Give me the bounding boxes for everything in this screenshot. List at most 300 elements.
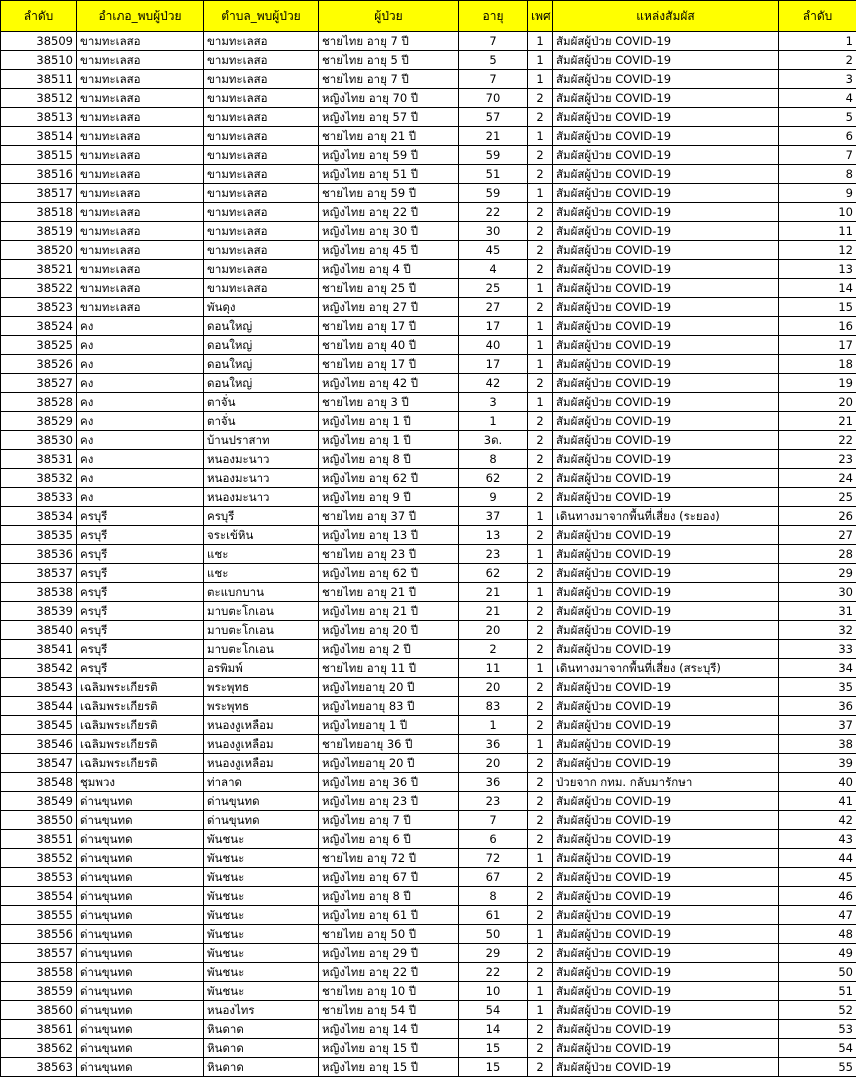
cell-source: สัมผัสผู้ป่วย COVID-19: [553, 982, 779, 1001]
header-seq: ลำดับ: [779, 1, 856, 32]
cell-subdistrict: พันชนะ: [204, 906, 319, 925]
table-row: [1, 317, 856, 336]
cell-patient: หญิงไทย อายุ 8 ปี: [319, 450, 459, 469]
cell-age: 15: [459, 1039, 528, 1058]
cell-seq: 29: [779, 564, 856, 583]
cell-patient: หญิงไทย อายุ 30 ปี: [319, 222, 459, 241]
cell-district: คง: [77, 374, 204, 393]
cell-age: 29: [459, 944, 528, 963]
cell-source: สัมผัสผู้ป่วย COVID-19: [553, 127, 779, 146]
table-row: [1, 1039, 856, 1058]
cell-age: 5: [459, 51, 528, 70]
cell-seq: 55: [779, 1058, 856, 1077]
cell-age: 7: [459, 811, 528, 830]
cell-sex: 2: [528, 89, 553, 108]
cell-sex: 2: [528, 754, 553, 773]
cell-source: สัมผัสผู้ป่วย COVID-19: [553, 583, 779, 602]
table-row: [1, 583, 856, 602]
header-row: [1, 1, 856, 32]
table-row: [1, 89, 856, 108]
cell-source: สัมผัสผู้ป่วย COVID-19: [553, 336, 779, 355]
cell-patient: หญิงไทย อายุ 14 ปี: [319, 1020, 459, 1039]
cell-district: ด่านขุนทด: [77, 1001, 204, 1020]
cell-sex: 2: [528, 222, 553, 241]
cell-patient: ชายไทย อายุ 5 ปี: [319, 51, 459, 70]
cell-district: เฉลิมพระเกียรติ: [77, 716, 204, 735]
cell-district: คง: [77, 393, 204, 412]
table-row: [1, 184, 856, 203]
header-age: อายุ: [459, 1, 528, 32]
cell-district: คง: [77, 488, 204, 507]
cell-district: เฉลิมพระเกียรติ: [77, 678, 204, 697]
table-row: [1, 963, 856, 982]
cell-district: ขามทะเลสอ: [77, 184, 204, 203]
cell-age: 57: [459, 108, 528, 127]
cell-source: สัมผัสผู้ป่วย COVID-19: [553, 621, 779, 640]
table-body: [1, 32, 856, 1077]
cell-seq: 4: [779, 89, 856, 108]
cell-sex: 1: [528, 317, 553, 336]
cell-district: ชุมพวง: [77, 773, 204, 792]
header-sex: เพศ: [528, 1, 553, 32]
cell-sex: 2: [528, 298, 553, 317]
cell-patient: หญิงไทย อายุ 22 ปี: [319, 963, 459, 982]
table-row: [1, 1058, 856, 1077]
cell-source: สัมผัสผู้ป่วย COVID-19: [553, 1001, 779, 1020]
cell-source: สัมผัสผู้ป่วย COVID-19: [553, 260, 779, 279]
header-patient: ผู้ป่วย: [319, 1, 459, 32]
cell-patient: หญิงไทย อายุ 1 ปี: [319, 412, 459, 431]
table-row: [1, 336, 856, 355]
cell-subdistrict: ขามทะเลสอ: [204, 146, 319, 165]
cell-district: ขามทะเลสอ: [77, 89, 204, 108]
table-row: [1, 222, 856, 241]
cell-subdistrict: หนองงูเหลือม: [204, 716, 319, 735]
table-row: [1, 431, 856, 450]
cell-subdistrict: ตะแบกบาน: [204, 583, 319, 602]
cell-district: ขามทะเลสอ: [77, 32, 204, 51]
cell-patient: หญิงไทย อายุ 61 ปี: [319, 906, 459, 925]
cell-source: สัมผัสผู้ป่วย COVID-19: [553, 165, 779, 184]
cell-district: ด่านขุนทด: [77, 830, 204, 849]
cell-sex: 1: [528, 127, 553, 146]
table-row: [1, 830, 856, 849]
cell-subdistrict: พันชนะ: [204, 925, 319, 944]
cell-source: เดินทางมาจากพื้นที่เสี่ยง (ระยอง): [553, 507, 779, 526]
cell-district: ด่านขุนทด: [77, 1039, 204, 1058]
cell-patient: ชายไทย อายุ 21 ปี: [319, 583, 459, 602]
table-row: [1, 545, 856, 564]
cell-id: 38518: [1, 203, 77, 222]
cell-seq: 43: [779, 830, 856, 849]
cell-id: 38553: [1, 868, 77, 887]
cell-subdistrict: พันชนะ: [204, 887, 319, 906]
cell-subdistrict: พันชนะ: [204, 849, 319, 868]
cell-sex: 1: [528, 393, 553, 412]
table-row: [1, 374, 856, 393]
cell-subdistrict: ครบุรี: [204, 507, 319, 526]
table-row: [1, 773, 856, 792]
cell-age: 45: [459, 241, 528, 260]
cell-sex: 2: [528, 773, 553, 792]
cell-subdistrict: มาบตะโกเอน: [204, 621, 319, 640]
cell-age: 23: [459, 792, 528, 811]
cell-age: 2: [459, 640, 528, 659]
cell-seq: 51: [779, 982, 856, 1001]
cell-age: 23: [459, 545, 528, 564]
cell-id: 38561: [1, 1020, 77, 1039]
cell-subdistrict: พันดุง: [204, 298, 319, 317]
cell-source: สัมผัสผู้ป่วย COVID-19: [553, 317, 779, 336]
cell-district: ด่านขุนทด: [77, 1020, 204, 1039]
cell-source: สัมผัสผู้ป่วย COVID-19: [553, 412, 779, 431]
cell-seq: 48: [779, 925, 856, 944]
cell-patient: หญิงไทยอายุ 1 ปี: [319, 716, 459, 735]
cell-id: 38548: [1, 773, 77, 792]
cell-age: 13: [459, 526, 528, 545]
cell-sex: 2: [528, 887, 553, 906]
cell-patient: หญิงไทย อายุ 51 ปี: [319, 165, 459, 184]
cell-id: 38529: [1, 412, 77, 431]
table-row: [1, 1020, 856, 1039]
table-row: [1, 716, 856, 735]
cell-source: สัมผัสผู้ป่วย COVID-19: [553, 298, 779, 317]
cell-source: สัมผัสผู้ป่วย COVID-19: [553, 678, 779, 697]
cell-source: สัมผัสผู้ป่วย COVID-19: [553, 241, 779, 260]
cell-district: ด่านขุนทด: [77, 887, 204, 906]
cell-district: ครบุรี: [77, 526, 204, 545]
cell-patient: ชายไทยอายุ 36 ปี: [319, 735, 459, 754]
cell-age: 20: [459, 754, 528, 773]
cell-patient: หญิงไทย อายุ 1 ปี: [319, 431, 459, 450]
cell-patient: หญิงไทย อายุ 59 ปี: [319, 146, 459, 165]
cell-id: 38520: [1, 241, 77, 260]
cell-seq: 45: [779, 868, 856, 887]
cell-source: สัมผัสผู้ป่วย COVID-19: [553, 70, 779, 89]
cell-subdistrict: แชะ: [204, 545, 319, 564]
cell-district: ขามทะเลสอ: [77, 279, 204, 298]
cell-district: คง: [77, 431, 204, 450]
cell-id: 38557: [1, 944, 77, 963]
cell-sex: 2: [528, 678, 553, 697]
cell-source: สัมผัสผู้ป่วย COVID-19: [553, 925, 779, 944]
cell-patient: หญิงไทย อายุ 7 ปี: [319, 811, 459, 830]
cell-subdistrict: ขามทะเลสอ: [204, 89, 319, 108]
table-row: [1, 906, 856, 925]
cell-subdistrict: ขามทะเลสอ: [204, 260, 319, 279]
cell-id: 38554: [1, 887, 77, 906]
cell-subdistrict: ด่านขุนทด: [204, 792, 319, 811]
cell-sex: 2: [528, 811, 553, 830]
table-row: [1, 488, 856, 507]
cell-seq: 2: [779, 51, 856, 70]
cell-sex: 2: [528, 602, 553, 621]
cell-seq: 39: [779, 754, 856, 773]
cell-source: สัมผัสผู้ป่วย COVID-19: [553, 51, 779, 70]
cell-id: 38521: [1, 260, 77, 279]
cell-patient: หญิงไทย อายุ 8 ปี: [319, 887, 459, 906]
cell-patient: ชายไทย อายุ 17 ปี: [319, 355, 459, 374]
cell-subdistrict: ด่านขุนทด: [204, 811, 319, 830]
cell-district: ด่านขุนทด: [77, 868, 204, 887]
cell-subdistrict: พันชนะ: [204, 982, 319, 1001]
cell-age: 37: [459, 507, 528, 526]
cell-sex: 1: [528, 925, 553, 944]
cell-seq: 13: [779, 260, 856, 279]
table-row: [1, 735, 856, 754]
cell-seq: 27: [779, 526, 856, 545]
cell-source: สัมผัสผู้ป่วย COVID-19: [553, 222, 779, 241]
cell-age: 42: [459, 374, 528, 393]
cell-seq: 9: [779, 184, 856, 203]
cell-source: สัมผัสผู้ป่วย COVID-19: [553, 868, 779, 887]
cell-source: สัมผัสผู้ป่วย COVID-19: [553, 89, 779, 108]
cell-age: 3ด.: [459, 431, 528, 450]
cell-subdistrict: ท่าลาด: [204, 773, 319, 792]
cell-district: ด่านขุนทด: [77, 906, 204, 925]
cell-subdistrict: ขามทะเลสอ: [204, 222, 319, 241]
cell-id: 38558: [1, 963, 77, 982]
cell-sex: 2: [528, 564, 553, 583]
cell-subdistrict: ขามทะเลสอ: [204, 108, 319, 127]
cell-subdistrict: ขามทะเลสอ: [204, 32, 319, 51]
cell-age: 21: [459, 127, 528, 146]
cell-source: สัมผัสผู้ป่วย COVID-19: [553, 944, 779, 963]
table-row: [1, 279, 856, 298]
cell-subdistrict: พระพุทธ: [204, 678, 319, 697]
cell-age: 21: [459, 583, 528, 602]
table-row: [1, 925, 856, 944]
cell-district: ด่านขุนทด: [77, 1058, 204, 1077]
cell-patient: หญิงไทย อายุ 22 ปี: [319, 203, 459, 222]
cell-seq: 11: [779, 222, 856, 241]
cell-sex: 2: [528, 1020, 553, 1039]
cell-subdistrict: หินดาด: [204, 1020, 319, 1039]
cell-seq: 41: [779, 792, 856, 811]
cell-id: 38516: [1, 165, 77, 184]
cell-seq: 7: [779, 146, 856, 165]
table-row: [1, 165, 856, 184]
table-row: [1, 621, 856, 640]
cell-sex: 2: [528, 868, 553, 887]
cell-seq: 53: [779, 1020, 856, 1039]
cell-district: ด่านขุนทด: [77, 982, 204, 1001]
cell-age: 61: [459, 906, 528, 925]
cell-seq: 20: [779, 393, 856, 412]
cell-subdistrict: พันชนะ: [204, 944, 319, 963]
cell-source: สัมผัสผู้ป่วย COVID-19: [553, 526, 779, 545]
header-source: แหล่งสัมผัส: [553, 1, 779, 32]
table-row: [1, 32, 856, 51]
table-row: [1, 944, 856, 963]
cell-subdistrict: มาบตะโกเอน: [204, 640, 319, 659]
table-row: [1, 640, 856, 659]
table-row: [1, 146, 856, 165]
cell-id: 38545: [1, 716, 77, 735]
table-row: [1, 811, 856, 830]
cell-district: ครบุรี: [77, 602, 204, 621]
cell-district: ด่านขุนทด: [77, 925, 204, 944]
table-row: [1, 526, 856, 545]
cell-district: เฉลิมพระเกียรติ: [77, 735, 204, 754]
cell-id: 38556: [1, 925, 77, 944]
cell-sex: 1: [528, 849, 553, 868]
cell-age: 17: [459, 317, 528, 336]
cell-seq: 30: [779, 583, 856, 602]
cell-source: สัมผัสผู้ป่วย COVID-19: [553, 716, 779, 735]
cell-id: 38513: [1, 108, 77, 127]
table-row: [1, 203, 856, 222]
cell-seq: 42: [779, 811, 856, 830]
cell-district: ครบุรี: [77, 545, 204, 564]
cell-age: 1: [459, 412, 528, 431]
cell-age: 59: [459, 146, 528, 165]
cell-subdistrict: พันชนะ: [204, 868, 319, 887]
cell-age: 10: [459, 982, 528, 1001]
cell-id: 38522: [1, 279, 77, 298]
cell-patient: หญิงไทย อายุ 6 ปี: [319, 830, 459, 849]
cell-seq: 49: [779, 944, 856, 963]
cell-sex: 2: [528, 241, 553, 260]
cell-sex: 2: [528, 431, 553, 450]
cell-seq: 33: [779, 640, 856, 659]
cell-seq: 21: [779, 412, 856, 431]
cell-source: สัมผัสผู้ป่วย COVID-19: [553, 640, 779, 659]
cell-sex: 2: [528, 488, 553, 507]
cell-subdistrict: แชะ: [204, 564, 319, 583]
cell-patient: ชายไทย อายุ 7 ปี: [319, 70, 459, 89]
cell-district: ขามทะเลสอ: [77, 298, 204, 317]
cell-seq: 16: [779, 317, 856, 336]
cell-subdistrict: มาบตะโกเอน: [204, 602, 319, 621]
cell-sex: 2: [528, 203, 553, 222]
cell-district: ด่านขุนทด: [77, 792, 204, 811]
cell-age: 8: [459, 887, 528, 906]
cell-age: 20: [459, 621, 528, 640]
cell-source: สัมผัสผู้ป่วย COVID-19: [553, 184, 779, 203]
cell-district: คง: [77, 317, 204, 336]
cell-patient: หญิงไทย อายุ 27 ปี: [319, 298, 459, 317]
cell-seq: 14: [779, 279, 856, 298]
cell-subdistrict: หินดาด: [204, 1058, 319, 1077]
cell-subdistrict: ขามทะเลสอ: [204, 70, 319, 89]
cell-subdistrict: หนองมะนาว: [204, 450, 319, 469]
cell-id: 38535: [1, 526, 77, 545]
cell-sex: 1: [528, 70, 553, 89]
cell-patient: ชายไทย อายุ 72 ปี: [319, 849, 459, 868]
cell-seq: 18: [779, 355, 856, 374]
cell-subdistrict: ขามทะเลสอ: [204, 203, 319, 222]
cell-sex: 1: [528, 184, 553, 203]
cell-subdistrict: ขามทะเลสอ: [204, 184, 319, 203]
cell-district: เฉลิมพระเกียรติ: [77, 697, 204, 716]
cell-age: 8: [459, 450, 528, 469]
cell-age: 59: [459, 184, 528, 203]
cell-district: ครบุรี: [77, 507, 204, 526]
cell-id: 38517: [1, 184, 77, 203]
table-row: [1, 108, 856, 127]
cell-age: 51: [459, 165, 528, 184]
cell-id: 38532: [1, 469, 77, 488]
cell-seq: 31: [779, 602, 856, 621]
cell-sex: 1: [528, 32, 553, 51]
cell-id: 38562: [1, 1039, 77, 1058]
cell-sex: 2: [528, 260, 553, 279]
cell-sex: 2: [528, 165, 553, 184]
cell-id: 38563: [1, 1058, 77, 1077]
cell-id: 38515: [1, 146, 77, 165]
table-row: [1, 887, 856, 906]
cell-patient: หญิงไทย อายุ 2 ปี: [319, 640, 459, 659]
cell-patient: หญิงไทย อายุ 70 ปี: [319, 89, 459, 108]
cell-sex: 2: [528, 412, 553, 431]
cell-id: 38555: [1, 906, 77, 925]
cell-age: 7: [459, 70, 528, 89]
cell-subdistrict: ขามทะเลสอ: [204, 51, 319, 70]
cell-age: 62: [459, 469, 528, 488]
cell-source: สัมผัสผู้ป่วย COVID-19: [553, 602, 779, 621]
cell-patient: ชายไทย อายุ 7 ปี: [319, 32, 459, 51]
cell-age: 72: [459, 849, 528, 868]
cell-subdistrict: หนองมะนาว: [204, 469, 319, 488]
cell-source: สัมผัสผู้ป่วย COVID-19: [553, 108, 779, 127]
cell-subdistrict: ขามทะเลสอ: [204, 165, 319, 184]
cell-sex: 2: [528, 621, 553, 640]
table-row: [1, 697, 856, 716]
cell-subdistrict: หนองมะนาว: [204, 488, 319, 507]
cell-age: 54: [459, 1001, 528, 1020]
cell-id: 38538: [1, 583, 77, 602]
cell-subdistrict: พันชนะ: [204, 963, 319, 982]
cell-district: เฉลิมพระเกียรติ: [77, 754, 204, 773]
cell-source: สัมผัสผู้ป่วย COVID-19: [553, 963, 779, 982]
cell-seq: 26: [779, 507, 856, 526]
cell-sex: 2: [528, 963, 553, 982]
cell-source: สัมผัสผู้ป่วย COVID-19: [553, 754, 779, 773]
cell-source: ป่วยจาก กทม. กลับมารักษา: [553, 773, 779, 792]
cell-source: สัมผัสผู้ป่วย COVID-19: [553, 849, 779, 868]
cell-sex: 2: [528, 469, 553, 488]
cell-id: 38526: [1, 355, 77, 374]
cell-sex: 2: [528, 1058, 553, 1077]
table-row: [1, 412, 856, 431]
table-row: [1, 507, 856, 526]
table-row: [1, 564, 856, 583]
cell-subdistrict: ดอนใหญ่: [204, 374, 319, 393]
cell-patient: หญิงไทย อายุ 15 ปี: [319, 1058, 459, 1077]
cell-sex: 2: [528, 906, 553, 925]
table-row: [1, 982, 856, 1001]
cell-district: ขามทะเลสอ: [77, 165, 204, 184]
cell-id: 38547: [1, 754, 77, 773]
cell-patient: หญิงไทย อายุ 13 ปี: [319, 526, 459, 545]
table-row: [1, 792, 856, 811]
cell-sex: 1: [528, 659, 553, 678]
cell-age: 83: [459, 697, 528, 716]
cell-age: 62: [459, 564, 528, 583]
cell-district: คง: [77, 336, 204, 355]
cell-source: สัมผัสผู้ป่วย COVID-19: [553, 830, 779, 849]
cell-sex: 2: [528, 450, 553, 469]
cell-seq: 12: [779, 241, 856, 260]
cell-seq: 36: [779, 697, 856, 716]
cell-age: 25: [459, 279, 528, 298]
cell-seq: 52: [779, 1001, 856, 1020]
cell-id: 38542: [1, 659, 77, 678]
cell-district: ด่านขุนทด: [77, 849, 204, 868]
cell-patient: หญิงไทย อายุ 62 ปี: [319, 564, 459, 583]
cell-district: ขามทะเลสอ: [77, 222, 204, 241]
